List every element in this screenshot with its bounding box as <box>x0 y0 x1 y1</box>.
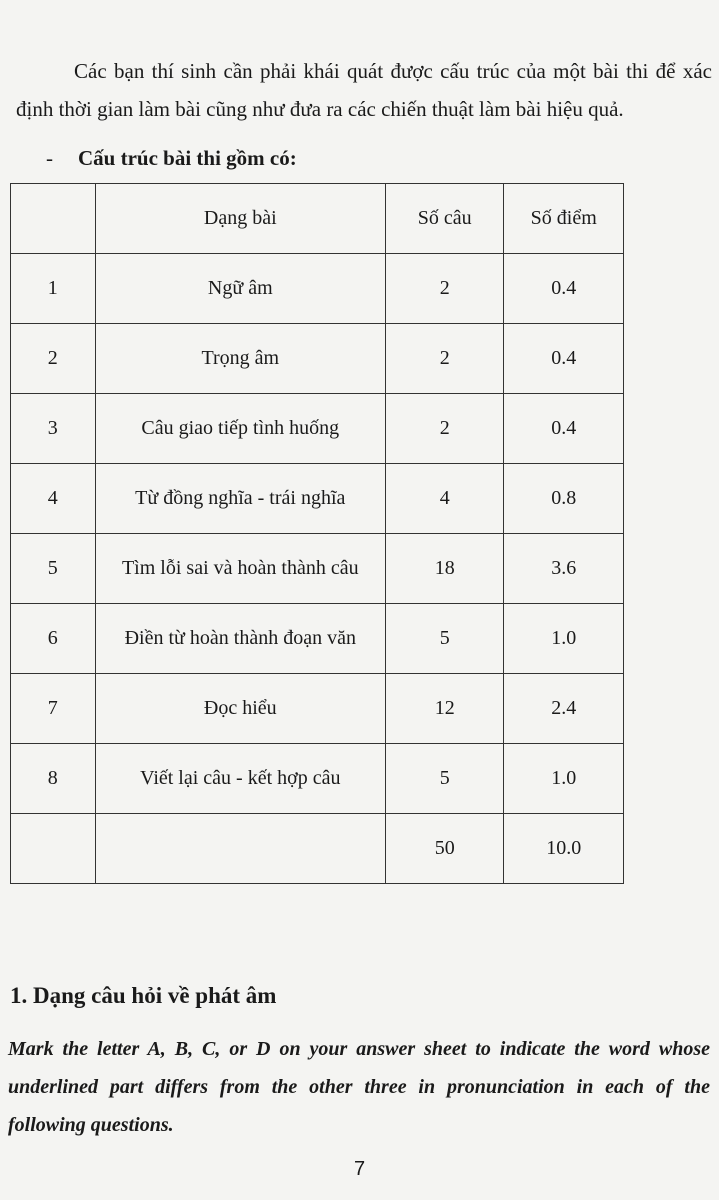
exam-structure-table <box>10 183 624 884</box>
row-points: 0.4 <box>504 324 624 394</box>
header-type: Dạng bài <box>95 184 386 254</box>
row-type: Từ đồng nghĩa - trái nghĩa <box>95 464 386 534</box>
row-index: 3 <box>11 394 96 464</box>
row-type: Viết lại câu - kết hợp câu <box>95 744 386 814</box>
header-index <box>11 184 96 254</box>
row-questions: 2 <box>386 254 504 324</box>
bullet-dash: - <box>46 146 53 170</box>
page-number: 7 <box>353 1158 366 1180</box>
table-row <box>11 394 624 464</box>
row-questions: 12 <box>386 674 504 744</box>
table-row <box>11 744 624 814</box>
row-type: Ngữ âm <box>95 254 386 324</box>
row-type: Tìm lỗi sai và hoàn thành câu <box>95 534 386 604</box>
structure-heading-text: Cấu trúc bài thi gồm có: <box>78 146 297 170</box>
section-title: 1. Dạng câu hỏi về phát âm <box>10 983 277 1008</box>
row-points: 0.4 <box>504 254 624 324</box>
header-questions: Số câu <box>386 184 504 254</box>
row-points: 1.0 <box>504 604 624 674</box>
row-questions: 2 <box>386 324 504 394</box>
header-points: Số điểm <box>504 184 624 254</box>
row-questions: 2 <box>386 394 504 464</box>
intro-paragraph <box>16 52 712 128</box>
row-index: 4 <box>11 464 96 534</box>
row-points: 0.4 <box>504 394 624 464</box>
total-index <box>11 814 96 884</box>
row-type: Câu giao tiếp tình huống <box>95 394 386 464</box>
row-questions: 5 <box>386 604 504 674</box>
intro-text: Các bạn thí sinh cần phải khái quát được cấu trúc của một bài thi để xác định thời gian làm bài cũng như đưa ra các chiến thuật làm bài hiệu quả. <box>16 59 712 121</box>
table-row <box>11 674 624 744</box>
row-type: Trọng âm <box>95 324 386 394</box>
row-points: 3.6 <box>504 534 624 604</box>
row-points: 0.8 <box>504 464 624 534</box>
row-questions: 18 <box>386 534 504 604</box>
table-row <box>11 604 624 674</box>
table-row <box>11 464 624 534</box>
row-points: 2.4 <box>504 674 624 744</box>
table-row <box>11 324 624 394</box>
row-type: Đọc hiểu <box>95 674 386 744</box>
row-questions: 5 <box>386 744 504 814</box>
question-instruction: Mark the letter A, B, C, or D on your answer sheet to indicate the word whose underlined part differs from the other three in pronunciation in each of the following questions. <box>8 1038 710 1136</box>
row-index: 8 <box>11 744 96 814</box>
row-index: 7 <box>11 674 96 744</box>
row-index: 1 <box>11 254 96 324</box>
row-index: 6 <box>11 604 96 674</box>
table-total-row <box>11 814 624 884</box>
row-type: Điền từ hoàn thành đoạn văn <box>95 604 386 674</box>
total-questions: 50 <box>386 814 504 884</box>
table-row <box>11 254 624 324</box>
row-questions: 4 <box>386 464 504 534</box>
table-header-row <box>11 184 624 254</box>
row-index: 2 <box>11 324 96 394</box>
row-points: 1.0 <box>504 744 624 814</box>
table-row <box>11 534 624 604</box>
structure-heading <box>46 146 297 171</box>
row-index: 5 <box>11 534 96 604</box>
total-points: 10.0 <box>504 814 624 884</box>
total-type <box>95 814 386 884</box>
